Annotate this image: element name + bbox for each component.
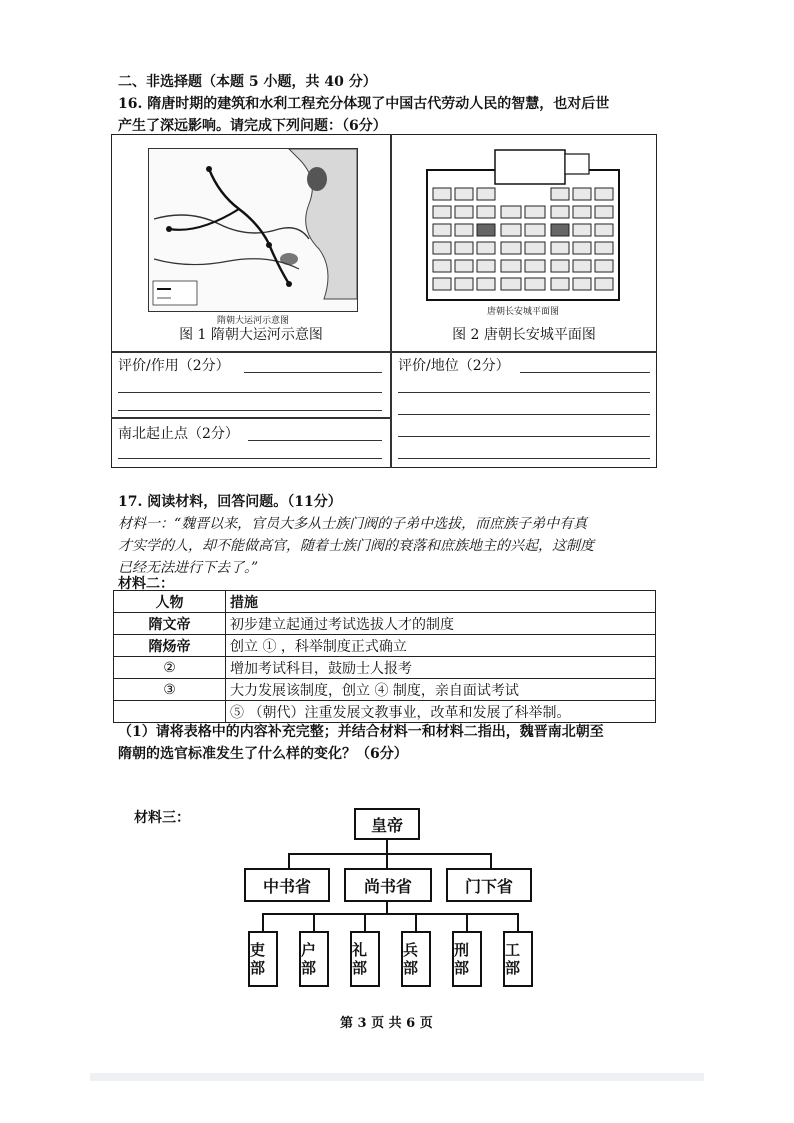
fig2-caption: 图 2 唐朝长安城平面图 [452,327,596,343]
org-emperor-box [354,808,420,840]
canal-map-figure [148,148,358,312]
right-eval-line-3[interactable] [398,414,650,415]
right-eval-line-4[interactable] [398,436,650,437]
table-row [114,679,656,701]
org-connector [490,853,492,869]
material1-line2: 才实学的人，却不能做高官，随着士族门阀的衰落和庶族地主的兴起，这制度 [118,538,594,554]
material2-table [113,590,656,723]
table-cell-person: 隋炀帝 [114,635,226,657]
q17-stem: 17. 阅读材料，回答问题。（11分） [118,494,342,510]
points-blank[interactable] [248,440,382,441]
org-connector [288,853,290,869]
org-ministry-label: 礼部 [352,941,368,977]
org-connector [386,853,388,869]
org-ministry-gong [503,931,533,987]
points-line-2[interactable] [118,458,382,459]
org-connector [313,913,315,931]
section-title: 二、非选择题（本题 5 小题，共 40 分） [118,74,377,90]
left-eval-blank[interactable] [244,372,382,373]
fig1-caption: 图 1 隋朝大运河示意图 [179,327,323,343]
org-connector [262,913,518,915]
table-cell-person: 隋文帝 [114,613,226,635]
org-ministry-label: 工部 [505,941,521,977]
table-row [114,635,656,657]
q16-row-divider-2 [111,417,391,419]
q16-stem-line1: 16. 隋唐时期的建筑和水利工程充分体现了中国古代劳动人民的智慧，也对后世 [118,96,610,112]
q16-row-divider-1 [111,351,657,353]
table-cell-measure[interactable]: ⑤ （朝代）注重发展文教事业，改革和发展了科举制。 [226,701,656,723]
footer-bar [90,1073,704,1081]
canal-map-drawing [149,149,357,311]
org-ministry-xing [452,931,482,987]
org-zhongshu-label: 中书省 [262,876,311,896]
table-header-person: 人物 [114,591,226,613]
left-eval-line-3[interactable] [118,410,382,411]
right-eval-line-5[interactable] [398,458,650,459]
right-eval-label: 评价/地位（2分） [398,358,510,374]
org-shangshu-label: 尚书省 [363,876,412,896]
org-ministry-label: 吏部 [250,941,266,977]
changan-plan-title: 唐朝长安城平面图 [486,307,559,317]
material2-label: 材料二： [118,576,174,592]
org-ministry-label: 兵部 [403,941,419,977]
org-zhongshu-box [244,868,330,902]
canal-map-title: 隋朝大运河示意图 [216,316,289,326]
table-row [114,701,656,723]
org-ministry-label: 户部 [301,941,317,977]
table-cell-blank-2[interactable]: ② [114,657,226,679]
left-eval-line-2[interactable] [118,392,382,393]
table-cell-measure: 初步建立起通过考试选拔人才的制度 [226,613,656,635]
org-emperor-label: 皇帝 [370,815,403,835]
material1-line1: 材料一：“魏晋以来，官员大多从士族门阀的子弟中选拔，而庶族子弟中有真 [118,516,588,532]
table-header-measures: 措施 [226,591,656,613]
org-connector [386,840,388,854]
org-connector [415,913,417,931]
org-shangshu-box [344,868,432,902]
right-eval-blank[interactable] [520,372,650,373]
org-ministry-bing [401,931,431,987]
material1-line3: 已经无法进行下去了。” [118,560,259,576]
org-connector [466,913,468,931]
table-cell-empty [114,701,226,723]
table-cell-measure: 增加考试科目，鼓励士人报考 [226,657,656,679]
table-header-row [114,591,656,613]
right-eval-line-2[interactable] [398,392,650,393]
table-cell-measure[interactable]: 创立 ① ，科举制度正式确立 [226,635,656,657]
org-connector [262,913,264,931]
page-number: 第 3 页 共 6 页 [340,1016,433,1031]
table-row [114,657,656,679]
org-ministry-hu [299,931,329,987]
org-connector [517,913,519,931]
table-cell-blank-3[interactable]: ③ [114,679,226,701]
org-ministry-li-rites [350,931,380,987]
changan-plan-drawing [425,148,621,308]
points-label: 南北起止点（2分） [118,426,239,442]
org-connector [364,913,366,931]
org-ministry-label: 刑部 [454,941,470,977]
table-row [114,613,656,635]
org-menxia-label: 门下省 [464,876,513,896]
org-connector [288,853,492,855]
table-cell-measure[interactable]: 大力发展该制度，创立 ④ 制度，亲自面试考试 [226,679,656,701]
changan-plan-figure [425,148,621,308]
org-menxia-box [446,868,532,902]
left-eval-label: 评价/作用（2分） [118,358,230,374]
org-ministry-li [248,931,278,987]
q17-question1-line1: （1）请将表格中的内容补充完整；并结合材料一和材料二指出，魏晋南北朝至 [118,724,604,740]
material3-label: 材料三： [134,810,190,826]
q16-stem-line2: 产生了深远影响。请完成下列问题：（6分） [118,118,387,134]
q17-question1-line2: 隋朝的选官标准发生了什么样的变化？（6分） [118,746,408,762]
